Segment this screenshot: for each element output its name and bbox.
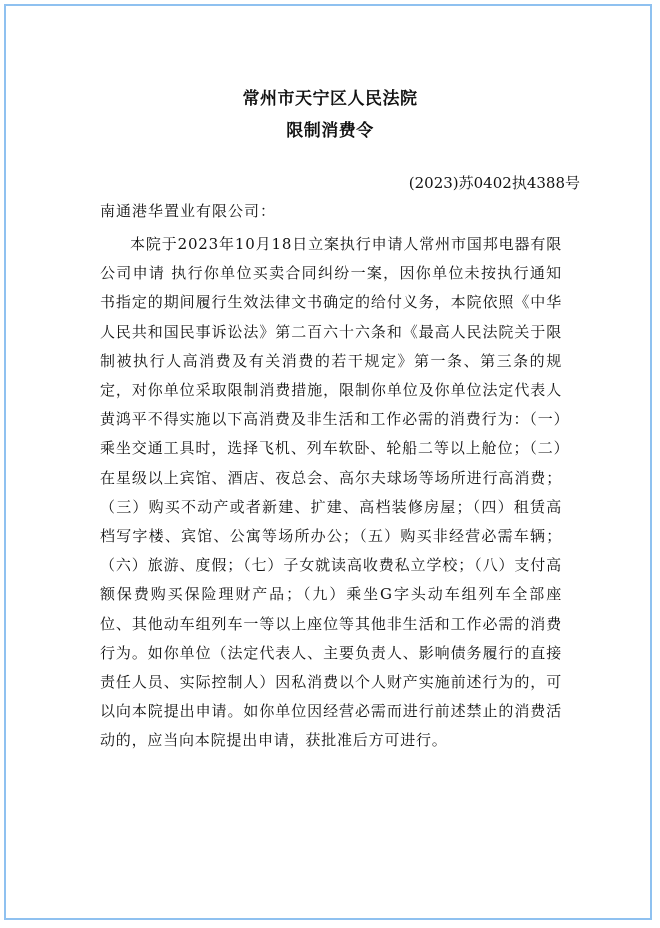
body-paragraph: 本院于2023年10月18日立案执行申请人常州市国邦电器有限公司申请 执行你单位买卖合同纠纷一案，因你单位未按执行通知书指定的期间履行生效法律文书确定的给付义务，本院依照《中华人民共和国民事诉讼法》第二百六十六条和《最高人民法院关于限制被执行人高消费及有关消费的若干规定》第一条、第三条的规定，对你单位采取限制消费措施，限制你单位及你单位法定代表人黄鸿平不得实施以下高消费及非生活和工作必需的消费行为：（一）乘坐交通工具时，选择飞机、列车软卧、轮船二等以上舱位；（二）在星级以上宾馆、酒店、夜总会、高尔夫球场等场所进行高消费；（三）购买不动产或者新建、扩建、高档装修房屋；（四）租赁高档写字楼、宾馆、公寓等场所办公；（五）购买非经营必需车辆；（六）旅游、度假；（七）子女就读高收费私立学校；（八）支付高额保费购买保险理财产品；（九）乘坐G字头动车组列车全部座位、其他动车组列车一等以上座位等其他非生活和工作必需的消费行为。如你单位（法定代表人、主要负责人、影响债务履行的直接责任人员、实际控制人）因私消费以个人财产实施前述行为的，可以向本院提出申请。如你单位因经营必需而进行前述禁止的消费活动的，应当向本院提出申请，获批准后方可进行。	[100, 235, 562, 750]
recipient-line: 南通港华置业有限公司：	[100, 202, 277, 220]
document-title: 限制消费令	[286, 121, 374, 141]
case-number: (2023)苏0402执4388号	[408, 174, 580, 192]
court-name-heading: 常州市天宁区人民法院	[242, 89, 418, 109]
